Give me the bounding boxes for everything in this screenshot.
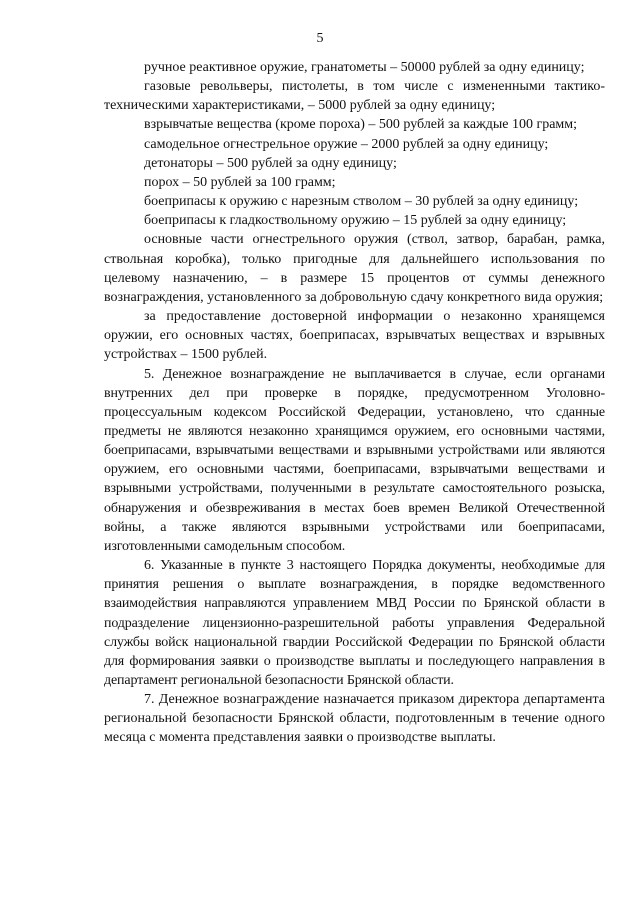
list-item-smoothbore-ammo: боеприпасы к гладкоствольному оружию – 15 рублей за одну единицу; [144,213,567,229]
list-item-detonators: детонаторы – 500 рублей за одну единицу; [144,155,397,171]
list-item-homemade-firearms: самодельное огнестрельное оружие – 2000 рублей за одну единицу; [144,136,549,152]
list-item-rifled-ammo: боеприпасы к оружию с нарезным стволом – 30 рублей за одну единицу; [144,194,579,210]
list-item-information: за предоставление достоверной информации о незаконно хранящемся оружии, его основных частях, боеприпасах, взрывчатых веществах и взрывных устройствах – 1500 рублей. [104,309,605,363]
list-item-gunpowder: порох – 50 рублей за 100 грамм; [144,174,336,190]
list-item-explosives: взрывчатые вещества (кроме пороха) – 500 рублей за каждые 100 грамм; [144,117,578,133]
clause-6: 6. Указанные в пункте 3 настоящего Порядка документы, необходимые для принятия решения о выплате вознаграждения, в порядке ведомственного взаимодействия направляются управлением МВД России по Брянской области в подразделение лицензионно-разрешительной работы управления Федеральной службы войск национальной гвардии Российской Федерации по Брянской области для формирования заявки о производстве выплаты и последующего направления в департамент региональной безопасности Брянской области. [104,558,605,688]
clause-7: 7. Денежное вознаграждение назначается приказом директора департамента региональной безопасности Брянской области, подготовленным в течение одного месяца с момента представления заявки о производстве выплаты. [104,692,605,746]
list-item-firearm-parts: основные части огнестрельного оружия (ствол, затвор, барабан, рамка, ствольная коробка), только пригодные для дальнейшего использования по целевому назначению, – в размере 15 процентов от суммы денежного вознаграждения, установленного за добровольную сдачу конкретного вида оружия; [104,232,605,305]
document-body [104,58,605,748]
clause-5: 5. Денежное вознаграждение не выплачивается в случае, если органами внутренних дел при проверке в порядке, предусмотренном Уголовно-процессуальным кодексом Российской Федерации, установлено, что сданные предметы не являются незаконно хранящимся оружием, его основными частями, боеприпасами, взрывчатыми веществами и взрывными устройствами или являются оружием, его основными частями, боеприпасами, взрывчатыми веществами и взрывными устройствами, полученными в результате самостоятельного розыска, обнаружения и обезвреживания в местах боев времен Великой Отечественной войны, а также являются взрывными устройствами или боеприпасами, изготовленными самодельным способом. [104,366,605,554]
list-item-grenade-launchers: ручное реактивное оружие, гранатометы – 50000 рублей за одну единицу; [144,60,585,75]
list-item-gas-revolvers: газовые револьверы, пистолеты, в том числе с измененными тактико-техническими характеристиками, – 5000 рублей за одну единицу; [104,79,605,114]
page-number: 5 [316,31,324,46]
